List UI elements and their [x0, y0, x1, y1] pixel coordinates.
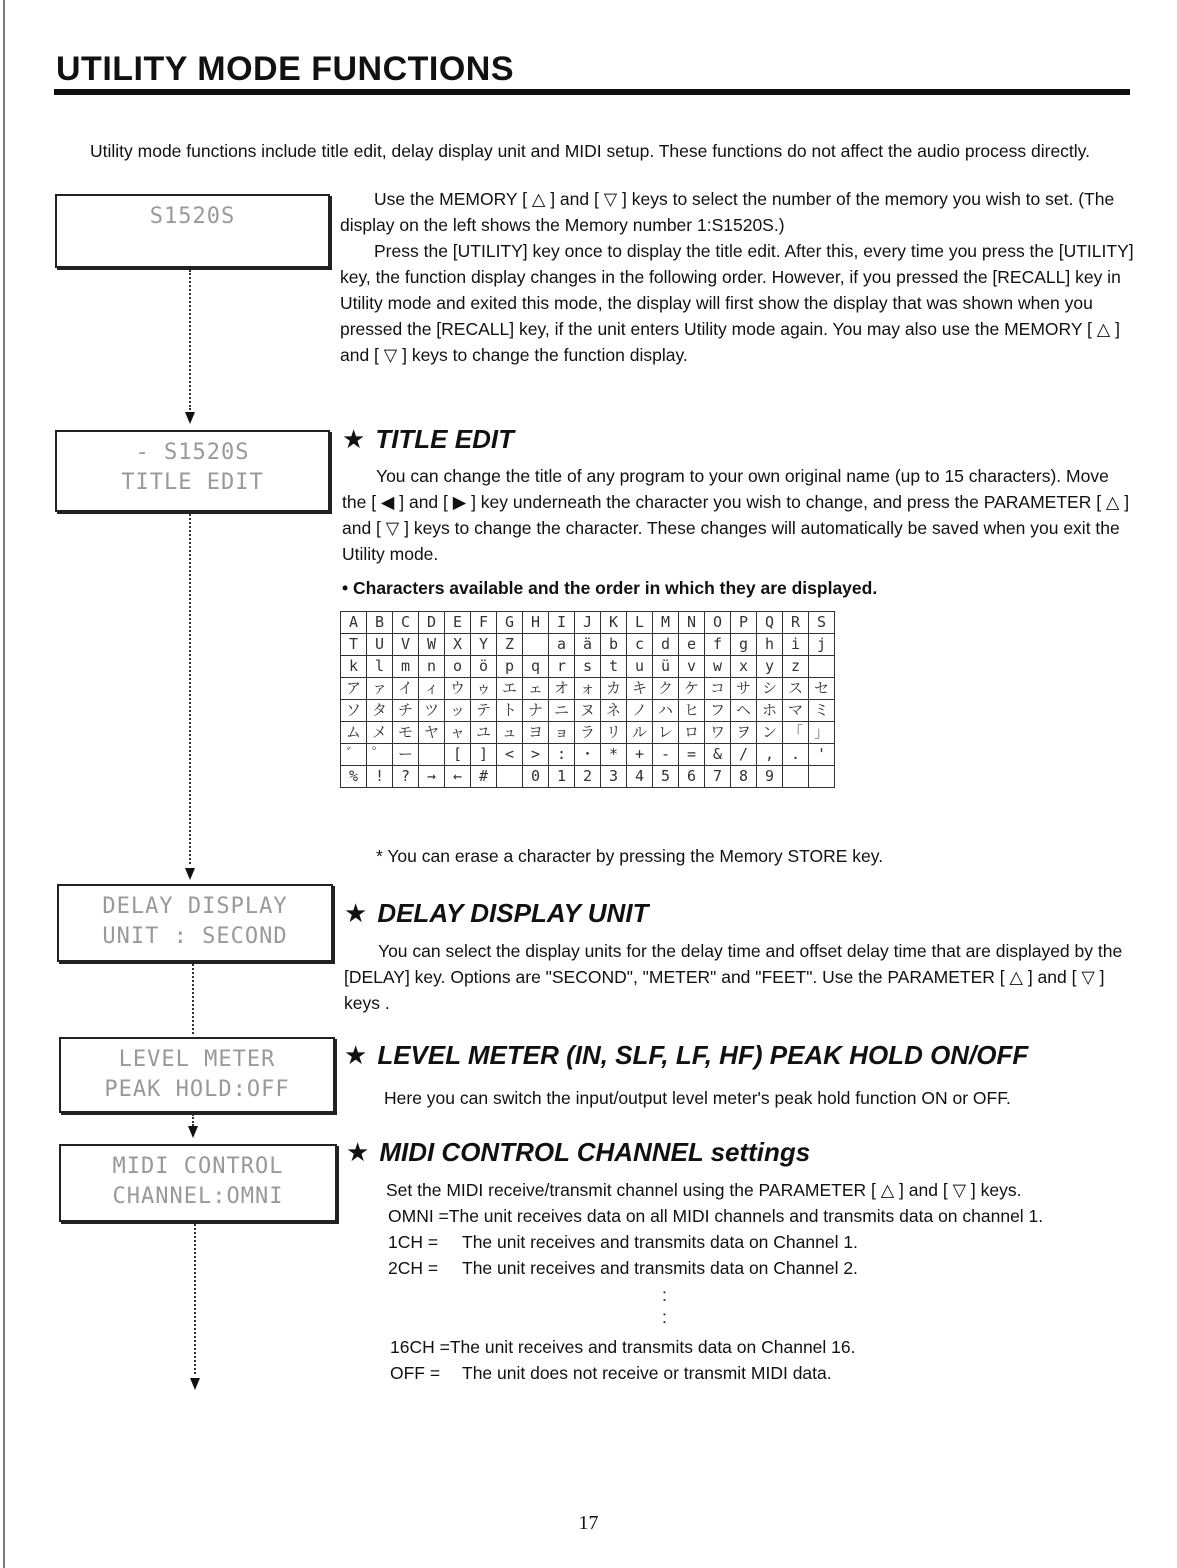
character-cell: V — [393, 634, 419, 656]
down-arrow-icon — [185, 868, 195, 880]
character-cell: フ — [705, 700, 731, 722]
down-arrow-icon — [188, 1126, 198, 1138]
character-cell: J — [575, 612, 601, 634]
midi-options-end — [390, 1334, 1150, 1386]
character-row — [341, 656, 835, 678]
character-cell: 」 — [809, 722, 835, 744]
character-cell: ケ — [679, 678, 705, 700]
title-edit-heading — [342, 424, 514, 455]
character-cell: ゥ — [471, 678, 497, 700]
character-cell: ウ — [445, 678, 471, 700]
character-cell: 4 — [627, 766, 653, 788]
lcd-line-2: PEAK HOLD:OFF — [104, 1077, 290, 1102]
option-desc: The unit receives and transmits data on Channel 1. — [462, 1232, 858, 1252]
option-off — [390, 1360, 1150, 1386]
character-cell: % — [341, 766, 367, 788]
character-cell: 1 — [549, 766, 575, 788]
character-cell: ィ — [419, 678, 445, 700]
page-number: 17 — [578, 1512, 599, 1534]
character-cell: F — [471, 612, 497, 634]
character-cell: ヌ — [575, 700, 601, 722]
character-cell: 9 — [757, 766, 783, 788]
down-arrow-icon — [185, 412, 195, 424]
character-cell: ー — [393, 744, 419, 766]
character-cell: ヒ — [679, 700, 705, 722]
character-cell — [523, 634, 549, 656]
character-cell: x — [731, 656, 757, 678]
option-desc: The unit does not receive or transmit MIDI data. — [462, 1363, 832, 1383]
star-icon: ★ — [344, 898, 368, 928]
character-cell: y — [757, 656, 783, 678]
title-rule — [54, 89, 1130, 95]
character-cell: , — [757, 744, 783, 766]
character-cell: # — [471, 766, 497, 788]
connector-dots — [189, 270, 191, 410]
character-cell: ツ — [419, 700, 445, 722]
character-cell: [ — [445, 744, 471, 766]
character-cell: . — [783, 744, 809, 766]
lcd-delay — [57, 884, 333, 962]
character-cell: ナ — [523, 700, 549, 722]
character-cell: モ — [393, 722, 419, 744]
character-cell: ャ — [445, 722, 471, 744]
character-cell: d — [653, 634, 679, 656]
character-cell: B — [367, 612, 393, 634]
option-desc: The unit receives data on all MIDI channels and transmits data on channel 1. — [448, 1206, 1044, 1226]
character-cell: u — [627, 656, 653, 678]
character-cell: q — [523, 656, 549, 678]
memory-paragraph-2: Press the [UTILITY] key once to display the title edit. After this, every time you press the [UTILITY] key, the function display changes in the following order. However, if you pressed the [RECALL] key in Utility mode and exited this mode, the display will first show the display that was shown when you pressed the [RECALL] key, if the unit enters Utility mode again. You may also use the MEMORY [ △ ] and [ ▽ ] keys to change the function display. — [340, 241, 1134, 365]
character-cell: t — [601, 656, 627, 678]
character-cell: ' — [809, 744, 835, 766]
character-cell: a — [549, 634, 575, 656]
chars-heading: • Characters available and the order in which they are displayed. — [342, 578, 878, 598]
character-cell: キ — [627, 678, 653, 700]
character-cell: 2 — [575, 766, 601, 788]
character-cell: D — [419, 612, 445, 634]
character-row — [341, 744, 835, 766]
heading-text: DELAY DISPLAY UNIT — [377, 898, 649, 928]
character-cell: / — [731, 744, 757, 766]
character-cell: M — [653, 612, 679, 634]
character-cell: ヤ — [419, 722, 445, 744]
delay-heading — [344, 898, 648, 929]
character-cell: ・ — [575, 744, 601, 766]
character-row — [341, 612, 835, 634]
character-cell: ム — [341, 722, 367, 744]
character-cell: ソ — [341, 700, 367, 722]
character-cell: 3 — [601, 766, 627, 788]
character-cell: k — [341, 656, 367, 678]
character-cell: g — [731, 634, 757, 656]
lcd-line-2: UNIT : SECOND — [102, 924, 288, 949]
character-cell: l — [367, 656, 393, 678]
character-cell: サ — [731, 678, 757, 700]
character-cell: ä — [575, 634, 601, 656]
star-icon: ★ — [346, 1137, 370, 1167]
character-cell — [783, 766, 809, 788]
midi-body: Set the MIDI receive/transmit channel using the PARAMETER [ △ ] and [ ▽ ] keys. — [386, 1180, 1022, 1200]
character-cell: ゜ — [367, 744, 393, 766]
option-key: OFF = — [390, 1363, 441, 1383]
character-cell: タ — [367, 700, 393, 722]
lcd-line-2: CHANNEL:OMNI — [112, 1184, 284, 1209]
character-cell: ヲ — [731, 722, 757, 744]
character-cell: L — [627, 612, 653, 634]
option-1ch — [388, 1229, 1148, 1255]
character-cell: ホ — [757, 700, 783, 722]
character-cell: テ — [471, 700, 497, 722]
heading-text: MIDI CONTROL CHANNEL settings — [379, 1137, 811, 1167]
character-cell: & — [705, 744, 731, 766]
character-cell: E — [445, 612, 471, 634]
character-cell: ワ — [705, 722, 731, 744]
character-cell: f — [705, 634, 731, 656]
character-cell: e — [679, 634, 705, 656]
character-cell: コ — [705, 678, 731, 700]
character-row — [341, 678, 835, 700]
character-cell: A — [341, 612, 367, 634]
lcd-memory — [55, 194, 330, 268]
character-cell: z — [783, 656, 809, 678]
character-cell: - — [653, 744, 679, 766]
character-cell: w — [705, 656, 731, 678]
heading-text: LEVEL METER (IN, SLF, LF, HF) PEAK HOLD ON/OFF — [377, 1040, 1029, 1070]
character-cell — [419, 744, 445, 766]
character-row — [341, 700, 835, 722]
star-icon: ★ — [342, 424, 366, 454]
character-cell: チ — [393, 700, 419, 722]
character-cell: 8 — [731, 766, 757, 788]
page-edge — [3, 0, 5, 1568]
character-cell: ネ — [601, 700, 627, 722]
character-cell: b — [601, 634, 627, 656]
connector-dots — [192, 1114, 194, 1126]
character-cell: p — [497, 656, 523, 678]
delay-body: You can select the display units for the delay time and offset delay time that are displayed by the [DELAY] key. Options are "SECOND", "METER" and "FEET". Use the PARAMETER [ △ ] and [ ▽ ] keys . — [344, 941, 1123, 1013]
character-cell: ヘ — [731, 700, 757, 722]
character-cell: : — [549, 744, 575, 766]
character-cell: エ — [497, 678, 523, 700]
character-cell: ョ — [549, 722, 575, 744]
character-cell: P — [731, 612, 757, 634]
title-edit-body: You can change the title of any program to your own original name (up to 15 characters). Move the [ ◀ ] and [ ▶ ] key underneath the character you wish to change, and press the PARAMETER [ △ ] and [ ▽ ] keys to change the character. These changes will automatically be saved when you exit the Utility mode. — [342, 466, 1130, 564]
option-key: OMNI = — [388, 1206, 449, 1226]
character-cell: ロ — [679, 722, 705, 744]
character-cell: ] — [471, 744, 497, 766]
character-cell: R — [783, 612, 809, 634]
character-cell: H — [523, 612, 549, 634]
character-cell — [497, 766, 523, 788]
character-cell: ! — [367, 766, 393, 788]
ellipsis: : — [662, 1307, 667, 1327]
intro-paragraph: Utility mode functions include title edit, delay display unit and MIDI setup. These functions do not affect the audio process directly. — [90, 141, 1090, 161]
lcd-line-1: MIDI CONTROL — [112, 1154, 284, 1179]
lcd-line-1: LEVEL METER — [118, 1047, 276, 1072]
character-cell: v — [679, 656, 705, 678]
option-desc: The unit receives and transmits data on Channel 2. — [462, 1258, 858, 1278]
character-cell: ? — [393, 766, 419, 788]
option-2ch — [388, 1255, 1148, 1281]
character-cell: T — [341, 634, 367, 656]
character-cell: Y — [471, 634, 497, 656]
character-cell: ゛ — [341, 744, 367, 766]
connector-dots — [194, 1224, 196, 1374]
character-cell: ス — [783, 678, 809, 700]
lcd-line-2: TITLE EDIT — [121, 470, 264, 495]
character-cell: 「 — [783, 722, 809, 744]
character-cell: ン — [757, 722, 783, 744]
character-cell: c — [627, 634, 653, 656]
character-cell: ノ — [627, 700, 653, 722]
character-cell: ニ — [549, 700, 575, 722]
option-omni — [388, 1203, 1148, 1229]
lcd-line-1: - S1520S — [135, 440, 250, 465]
character-cell: ォ — [575, 678, 601, 700]
character-cell: * — [601, 744, 627, 766]
memory-text — [340, 186, 1134, 368]
character-cell: W — [419, 634, 445, 656]
character-cell: ァ — [367, 678, 393, 700]
character-cell: リ — [601, 722, 627, 744]
lcd-title-edit — [55, 430, 330, 512]
character-cell: 5 — [653, 766, 679, 788]
character-cell: マ — [783, 700, 809, 722]
character-cell: 0 — [523, 766, 549, 788]
midi-options — [388, 1203, 1148, 1281]
connector-dots — [189, 514, 191, 864]
character-cell: > — [523, 744, 549, 766]
character-cell: イ — [393, 678, 419, 700]
character-cell: n — [419, 656, 445, 678]
character-cell: s — [575, 656, 601, 678]
character-cell: h — [757, 634, 783, 656]
character-cell: K — [601, 612, 627, 634]
character-cell — [809, 656, 835, 678]
character-cell: Z — [497, 634, 523, 656]
character-cell: G — [497, 612, 523, 634]
character-cell: N — [679, 612, 705, 634]
lcd-line-1: DELAY DISPLAY — [102, 894, 288, 919]
star-icon: ★ — [344, 1040, 368, 1070]
character-cell: ュ — [497, 722, 523, 744]
character-cell: S — [809, 612, 835, 634]
character-cell: ハ — [653, 700, 679, 722]
connector-dots — [192, 964, 194, 1034]
character-cell: ミ — [809, 700, 835, 722]
character-cell: m — [393, 656, 419, 678]
option-key: 1CH = — [388, 1232, 439, 1252]
character-row — [341, 634, 835, 656]
lcd-line-1: S1520S — [149, 204, 236, 229]
heading-text: TITLE EDIT — [375, 424, 514, 454]
character-cell: U — [367, 634, 393, 656]
character-cell: ユ — [471, 722, 497, 744]
character-cell: C — [393, 612, 419, 634]
character-cell: o — [445, 656, 471, 678]
character-cell: O — [705, 612, 731, 634]
character-cell: < — [497, 744, 523, 766]
down-arrow-icon — [190, 1378, 200, 1390]
character-cell: 6 — [679, 766, 705, 788]
character-cell: ェ — [523, 678, 549, 700]
character-cell: ッ — [445, 700, 471, 722]
character-cell — [809, 766, 835, 788]
character-cell: シ — [757, 678, 783, 700]
character-cell: ラ — [575, 722, 601, 744]
character-cell: X — [445, 634, 471, 656]
level-heading — [344, 1040, 1028, 1071]
character-row — [341, 766, 835, 788]
character-table — [340, 611, 835, 788]
character-cell: j — [809, 634, 835, 656]
option-16ch — [390, 1334, 1150, 1360]
character-cell: セ — [809, 678, 835, 700]
option-desc: The unit receives and transmits data on Channel 16. — [449, 1337, 856, 1357]
character-cell: ト — [497, 700, 523, 722]
character-cell: I — [549, 612, 575, 634]
character-cell: i — [783, 634, 809, 656]
character-cell: レ — [653, 722, 679, 744]
character-cell: = — [679, 744, 705, 766]
option-key: 2CH = — [388, 1258, 439, 1278]
character-cell: Q — [757, 612, 783, 634]
ellipsis: : — [662, 1285, 667, 1305]
erase-note: * You can erase a character by pressing the Memory STORE key. — [376, 846, 884, 866]
midi-heading — [346, 1137, 810, 1168]
character-cell: メ — [367, 722, 393, 744]
character-cell: ← — [445, 766, 471, 788]
page-title: UTILITY MODE FUNCTIONS — [56, 50, 515, 88]
character-cell: ü — [653, 656, 679, 678]
character-cell: ア — [341, 678, 367, 700]
level-body: Here you can switch the input/output level meter's peak hold function ON or OFF. — [384, 1088, 1011, 1108]
character-cell: 7 — [705, 766, 731, 788]
character-cell: + — [627, 744, 653, 766]
character-cell: ル — [627, 722, 653, 744]
character-cell: r — [549, 656, 575, 678]
lcd-midi — [59, 1144, 337, 1222]
character-cell: → — [419, 766, 445, 788]
memory-paragraph-1: Use the MEMORY [ △ ] and [ ▽ ] keys to select the number of the memory you wish to set. (The display on the left shows the Memory number 1:S1520S.) — [340, 189, 1115, 235]
character-row — [341, 722, 835, 744]
character-cell: ヨ — [523, 722, 549, 744]
lcd-level-meter — [59, 1037, 335, 1113]
character-cell: カ — [601, 678, 627, 700]
option-key: 16CH = — [390, 1337, 450, 1357]
character-cell: ö — [471, 656, 497, 678]
character-cell: オ — [549, 678, 575, 700]
character-cell: ク — [653, 678, 679, 700]
